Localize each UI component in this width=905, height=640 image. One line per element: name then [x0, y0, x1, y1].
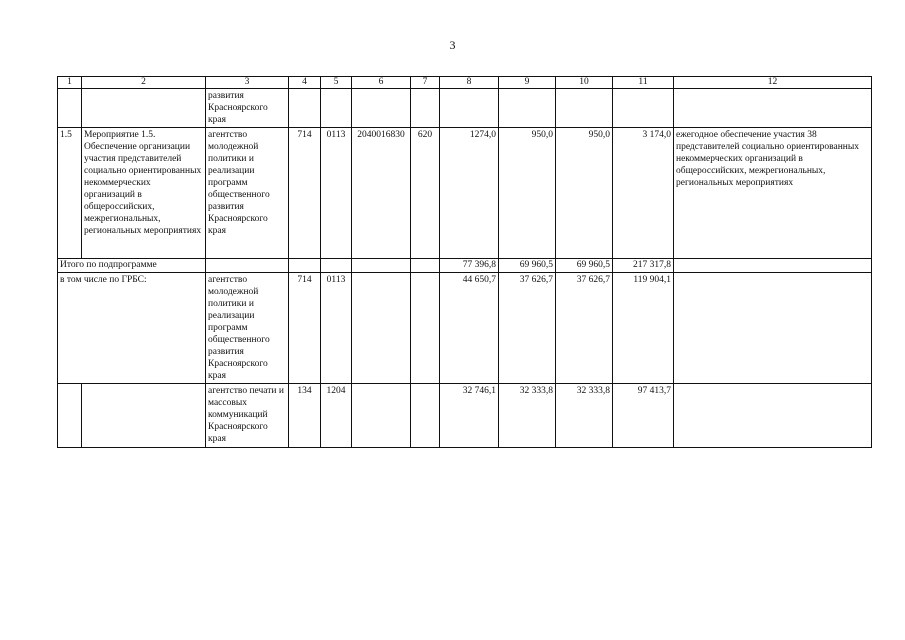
column-number: 1 [58, 77, 82, 89]
cell-name: Мероприятие 1.5. Обеспечение организации участия представителей социально ориентированных некоммерческих организаций в общероссийских, межрегиональных, региональных мероприятиях [82, 128, 206, 259]
cell-amount [499, 89, 556, 128]
cell-total: 217 317,8 [613, 259, 674, 273]
cell-number [58, 384, 82, 448]
cell-section: 1204 [321, 384, 352, 448]
cell-target: 2040016830 [352, 128, 411, 259]
cell-result [674, 89, 872, 128]
cell-amount: 69 960,5 [556, 259, 613, 273]
cell-code: 714 [289, 273, 321, 384]
cell-amount: 950,0 [556, 128, 613, 259]
cell-code [289, 89, 321, 128]
cell-total: 3 174,0 [613, 128, 674, 259]
column-number: 10 [556, 77, 613, 89]
cell-result: ежегодное обеспечение участия 38 представителей социально ориентированных некоммерческих организаций в общероссийских, межрегиональных, региональных мероприятиях [674, 128, 872, 259]
column-number-row [58, 77, 872, 89]
cell-grbs: агентство молодежной политики и реализации программ общественного развития Красноярского края [206, 128, 289, 259]
cell-target [352, 89, 411, 128]
cell-amount: 32 333,8 [499, 384, 556, 448]
cell-amount: 44 650,7 [440, 273, 499, 384]
cell-section: 0113 [321, 273, 352, 384]
cell-code: 134 [289, 384, 321, 448]
cell-total: 97 413,7 [613, 384, 674, 448]
cell-target [352, 384, 411, 448]
table-row-grbs-press-agency [58, 384, 872, 448]
cell-expense-type [411, 384, 440, 448]
cell-number: 1.5 [58, 128, 82, 259]
column-number: 11 [613, 77, 674, 89]
column-number: 6 [352, 77, 411, 89]
cell-expense-type [411, 89, 440, 128]
cell-name [82, 89, 206, 128]
table-row-continuation [58, 89, 872, 128]
column-number: 5 [321, 77, 352, 89]
cell-section [321, 89, 352, 128]
cell-grbs: агентство молодежной политики и реализации программ общественного развития Красноярского края [206, 273, 289, 384]
column-number: 7 [411, 77, 440, 89]
cell-total-label: Итого по подпрограмме [58, 259, 206, 273]
cell-expense-type: 620 [411, 128, 440, 259]
cell-target [352, 273, 411, 384]
cell-amount: 32 333,8 [556, 384, 613, 448]
cell-grbs [206, 259, 289, 273]
cell-amount: 32 746,1 [440, 384, 499, 448]
cell-amount: 950,0 [499, 128, 556, 259]
column-number: 9 [499, 77, 556, 89]
cell-code [289, 259, 321, 273]
cell-total: 119 904,1 [613, 273, 674, 384]
column-number: 2 [82, 77, 206, 89]
column-number: 12 [674, 77, 872, 89]
cell-grbs: агентство печати и массовых коммуникаций Красноярского края [206, 384, 289, 448]
cell-grbs-label: в том числе по ГРБС: [58, 273, 206, 384]
cell-amount [440, 89, 499, 128]
table-row-grbs-youth-agency [58, 273, 872, 384]
column-number: 4 [289, 77, 321, 89]
cell-amount: 1274,0 [440, 128, 499, 259]
cell-amount: 77 396,8 [440, 259, 499, 273]
cell-target [352, 259, 411, 273]
cell-amount: 37 626,7 [556, 273, 613, 384]
page-number: 3 [449, 38, 456, 52]
cell-result [674, 384, 872, 448]
cell-number [58, 89, 82, 128]
cell-result [674, 259, 872, 273]
cell-grbs: развития Красноярского края [206, 89, 289, 128]
cell-section: 0113 [321, 128, 352, 259]
cell-code: 714 [289, 128, 321, 259]
cell-section [321, 259, 352, 273]
cell-total [613, 89, 674, 128]
table-row-measure-1-5 [58, 128, 872, 259]
cell-expense-type [411, 273, 440, 384]
column-number: 3 [206, 77, 289, 89]
cell-amount: 69 960,5 [499, 259, 556, 273]
column-number: 8 [440, 77, 499, 89]
cell-result [674, 273, 872, 384]
cell-amount: 37 626,7 [499, 273, 556, 384]
table-row-subprogram-total [58, 259, 872, 273]
program-table [57, 76, 872, 448]
cell-amount [556, 89, 613, 128]
cell-name [82, 384, 206, 448]
cell-expense-type [411, 259, 440, 273]
